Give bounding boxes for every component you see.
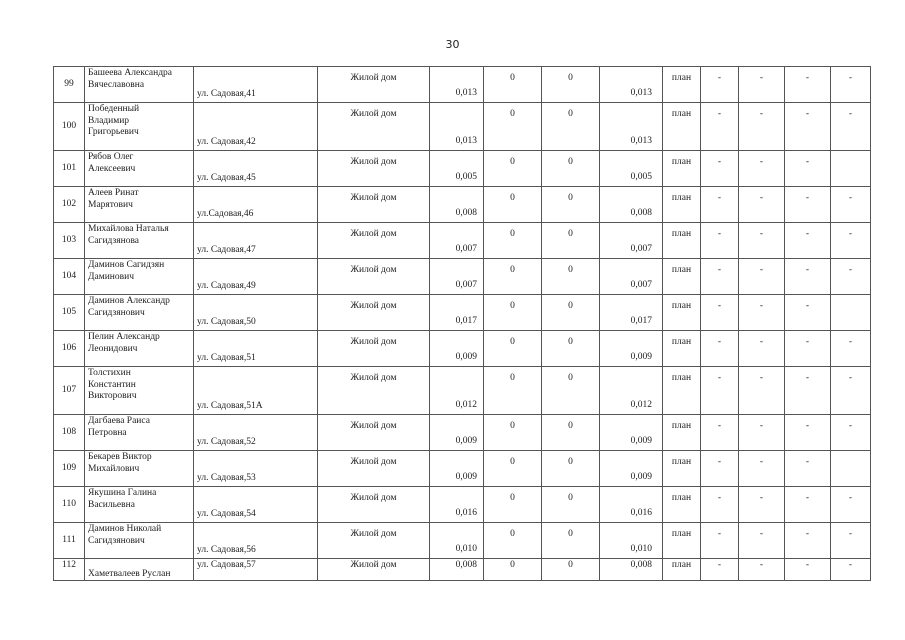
dash-cell: - — [701, 295, 739, 331]
dash-cell: - — [701, 367, 739, 415]
status: план — [663, 367, 701, 415]
dash-cell — [831, 295, 871, 331]
object-type: Жилой дом — [318, 559, 430, 581]
dash-cell: - — [785, 331, 831, 367]
value-col-2: 0 — [542, 559, 600, 581]
object-type: Жилой дом — [318, 151, 430, 187]
value-col-1: 0 — [484, 559, 542, 581]
dash-cell: - — [785, 151, 831, 187]
dash-cell: - — [831, 367, 871, 415]
dash-cell: - — [831, 523, 871, 559]
owner-name: Даминов Сагидзян Даминович — [85, 259, 194, 295]
area-total: 0,009 — [600, 415, 663, 451]
value-col-2: 0 — [542, 259, 600, 295]
row-number: 108 — [54, 415, 85, 451]
dash-cell: - — [785, 67, 831, 103]
table-row — [54, 67, 871, 103]
address: ул. Садовая,56 — [194, 523, 318, 559]
status: план — [663, 451, 701, 487]
value-col-2: 0 — [542, 523, 600, 559]
value-col-1: 0 — [484, 367, 542, 415]
owner-name: Дагбаева Раиса Петровна — [85, 415, 194, 451]
object-type: Жилой дом — [318, 103, 430, 151]
dash-cell: - — [831, 103, 871, 151]
dash-cell: - — [785, 367, 831, 415]
area-total: 0,008 — [600, 187, 663, 223]
address: ул. Садовая,42 — [194, 103, 318, 151]
table-row — [54, 415, 871, 451]
value-col-2: 0 — [542, 223, 600, 259]
value-col-1: 0 — [484, 295, 542, 331]
table-row — [54, 223, 871, 259]
owner-name: Хаметвалеев Руслан — [85, 559, 194, 581]
owner-name: Победенный Владимир Григорьевич — [85, 103, 194, 151]
dash-cell: - — [701, 103, 739, 151]
object-type: Жилой дом — [318, 415, 430, 451]
dash-cell: - — [701, 523, 739, 559]
area: 0,009 — [430, 451, 484, 487]
row-number: 112 — [54, 559, 85, 581]
value-col-2: 0 — [542, 67, 600, 103]
status: план — [663, 259, 701, 295]
object-type: Жилой дом — [318, 487, 430, 523]
row-number: 104 — [54, 259, 85, 295]
row-number: 107 — [54, 367, 85, 415]
table-row — [54, 151, 871, 187]
table-row — [54, 451, 871, 487]
table-row — [54, 259, 871, 295]
owner-name: Башеева Александра Вячеславовна — [85, 67, 194, 103]
row-number: 101 — [54, 151, 85, 187]
row-number: 99 — [54, 67, 85, 103]
owner-name: Бекарев Виктор Михайлович — [85, 451, 194, 487]
table-row — [54, 295, 871, 331]
status: план — [663, 187, 701, 223]
dash-cell: - — [739, 103, 785, 151]
dash-cell: - — [739, 187, 785, 223]
dash-cell: - — [739, 67, 785, 103]
dash-cell: - — [785, 415, 831, 451]
area-total: 0,005 — [600, 151, 663, 187]
object-type: Жилой дом — [318, 259, 430, 295]
table-row — [54, 523, 871, 559]
table-row — [54, 367, 871, 415]
table-row — [54, 103, 871, 151]
dash-cell: - — [831, 67, 871, 103]
object-type: Жилой дом — [318, 187, 430, 223]
dash-cell: - — [785, 259, 831, 295]
value-col-2: 0 — [542, 151, 600, 187]
area-total: 0,008 — [600, 559, 663, 581]
value-col-1: 0 — [484, 487, 542, 523]
value-col-1: 0 — [484, 187, 542, 223]
value-col-1: 0 — [484, 259, 542, 295]
status: план — [663, 331, 701, 367]
dash-cell: - — [739, 331, 785, 367]
owner-name: Даминов Николай Сагидзянович — [85, 523, 194, 559]
value-col-2: 0 — [542, 331, 600, 367]
dash-cell: - — [701, 223, 739, 259]
dash-cell: - — [739, 367, 785, 415]
dash-cell: - — [785, 559, 831, 581]
address: ул. Садовая,49 — [194, 259, 318, 295]
status: план — [663, 559, 701, 581]
dash-cell: - — [739, 259, 785, 295]
dash-cell: - — [785, 523, 831, 559]
address: ул. Садовая,52 — [194, 415, 318, 451]
dash-cell: - — [785, 223, 831, 259]
table-row — [54, 187, 871, 223]
dash-cell: - — [785, 451, 831, 487]
area-total: 0,009 — [600, 451, 663, 487]
table-body — [54, 67, 871, 581]
status: план — [663, 151, 701, 187]
dash-cell: - — [701, 259, 739, 295]
area: 0,012 — [430, 367, 484, 415]
owner-name: Якушина Галина Васильевна — [85, 487, 194, 523]
area-total: 0,013 — [600, 103, 663, 151]
area: 0,005 — [430, 151, 484, 187]
status: план — [663, 103, 701, 151]
status: план — [663, 523, 701, 559]
dash-cell: - — [831, 415, 871, 451]
row-number: 102 — [54, 187, 85, 223]
dash-cell: - — [739, 295, 785, 331]
dash-cell: - — [739, 523, 785, 559]
status: план — [663, 295, 701, 331]
area: 0,007 — [430, 259, 484, 295]
dash-cell: - — [785, 295, 831, 331]
row-number: 105 — [54, 295, 85, 331]
dash-cell: - — [701, 487, 739, 523]
object-type: Жилой дом — [318, 523, 430, 559]
address: ул.Садовая,46 — [194, 187, 318, 223]
value-col-2: 0 — [542, 367, 600, 415]
page-number: 30 — [445, 38, 460, 51]
dash-cell: - — [831, 223, 871, 259]
address: ул. Садовая,45 — [194, 151, 318, 187]
dash-cell: - — [701, 559, 739, 581]
area: 0,009 — [430, 331, 484, 367]
area-total: 0,010 — [600, 523, 663, 559]
dash-cell: - — [785, 103, 831, 151]
land-plots-table — [53, 66, 871, 581]
area-total: 0,017 — [600, 295, 663, 331]
dash-cell: - — [739, 415, 785, 451]
area: 0,009 — [430, 415, 484, 451]
area: 0,013 — [430, 67, 484, 103]
dash-cell: - — [831, 187, 871, 223]
area: 0,013 — [430, 103, 484, 151]
object-type: Жилой дом — [318, 367, 430, 415]
table-row — [54, 559, 871, 581]
object-type: Жилой дом — [318, 331, 430, 367]
row-number: 110 — [54, 487, 85, 523]
object-type: Жилой дом — [318, 67, 430, 103]
row-number: 111 — [54, 523, 85, 559]
area-total: 0,009 — [600, 331, 663, 367]
dash-cell: - — [831, 331, 871, 367]
dash-cell: - — [701, 151, 739, 187]
value-col-1: 0 — [484, 67, 542, 103]
area-total: 0,013 — [600, 67, 663, 103]
address: ул. Садовая,50 — [194, 295, 318, 331]
dash-cell: - — [701, 187, 739, 223]
value-col-1: 0 — [484, 151, 542, 187]
value-col-2: 0 — [542, 103, 600, 151]
dash-cell: - — [831, 259, 871, 295]
value-col-2: 0 — [542, 451, 600, 487]
status: план — [663, 487, 701, 523]
dash-cell: - — [739, 451, 785, 487]
value-col-2: 0 — [542, 487, 600, 523]
value-col-1: 0 — [484, 523, 542, 559]
value-col-2: 0 — [542, 295, 600, 331]
dash-cell: - — [831, 487, 871, 523]
dash-cell: - — [739, 151, 785, 187]
dash-cell: - — [785, 187, 831, 223]
owner-name: Толстихин Константин Викторович — [85, 367, 194, 415]
address: ул. Садовая,41 — [194, 67, 318, 103]
dash-cell: - — [701, 451, 739, 487]
area: 0,016 — [430, 487, 484, 523]
status: план — [663, 223, 701, 259]
row-number: 100 — [54, 103, 85, 151]
dash-cell: - — [785, 487, 831, 523]
owner-name: Пелин Александр Леонидович — [85, 331, 194, 367]
table-row — [54, 331, 871, 367]
area: 0,010 — [430, 523, 484, 559]
area-total: 0,012 — [600, 367, 663, 415]
dash-cell: - — [739, 487, 785, 523]
status: план — [663, 67, 701, 103]
row-number: 106 — [54, 331, 85, 367]
dash-cell: - — [701, 67, 739, 103]
object-type: Жилой дом — [318, 223, 430, 259]
value-col-1: 0 — [484, 415, 542, 451]
dash-cell: - — [739, 223, 785, 259]
address: ул. Садовая,57 — [194, 559, 318, 581]
area-total: 0,007 — [600, 223, 663, 259]
object-type: Жилой дом — [318, 451, 430, 487]
address: ул. Садовая,51 — [194, 331, 318, 367]
area-total: 0,016 — [600, 487, 663, 523]
address: ул. Садовая,54 — [194, 487, 318, 523]
table-row — [54, 487, 871, 523]
area: 0,017 — [430, 295, 484, 331]
address: ул. Садовая,53 — [194, 451, 318, 487]
dash-cell — [831, 451, 871, 487]
dash-cell: - — [831, 559, 871, 581]
area: 0,008 — [430, 559, 484, 581]
value-col-2: 0 — [542, 187, 600, 223]
dash-cell — [831, 151, 871, 187]
area: 0,008 — [430, 187, 484, 223]
address: ул. Садовая,51А — [194, 367, 318, 415]
object-type: Жилой дом — [318, 295, 430, 331]
owner-name: Рябов Олег Алексеевич — [85, 151, 194, 187]
owner-name: Михайлова Наталья Сагидзянова — [85, 223, 194, 259]
status: план — [663, 415, 701, 451]
value-col-1: 0 — [484, 103, 542, 151]
value-col-1: 0 — [484, 451, 542, 487]
area-total: 0,007 — [600, 259, 663, 295]
owner-name: Алеев Ринат Марятович — [85, 187, 194, 223]
value-col-1: 0 — [484, 223, 542, 259]
address: ул. Садовая,47 — [194, 223, 318, 259]
dash-cell: - — [739, 559, 785, 581]
dash-cell: - — [701, 415, 739, 451]
area: 0,007 — [430, 223, 484, 259]
value-col-1: 0 — [484, 331, 542, 367]
owner-name: Даминов Александр Сагидзянович — [85, 295, 194, 331]
row-number: 109 — [54, 451, 85, 487]
value-col-2: 0 — [542, 415, 600, 451]
row-number: 103 — [54, 223, 85, 259]
dash-cell: - — [701, 331, 739, 367]
